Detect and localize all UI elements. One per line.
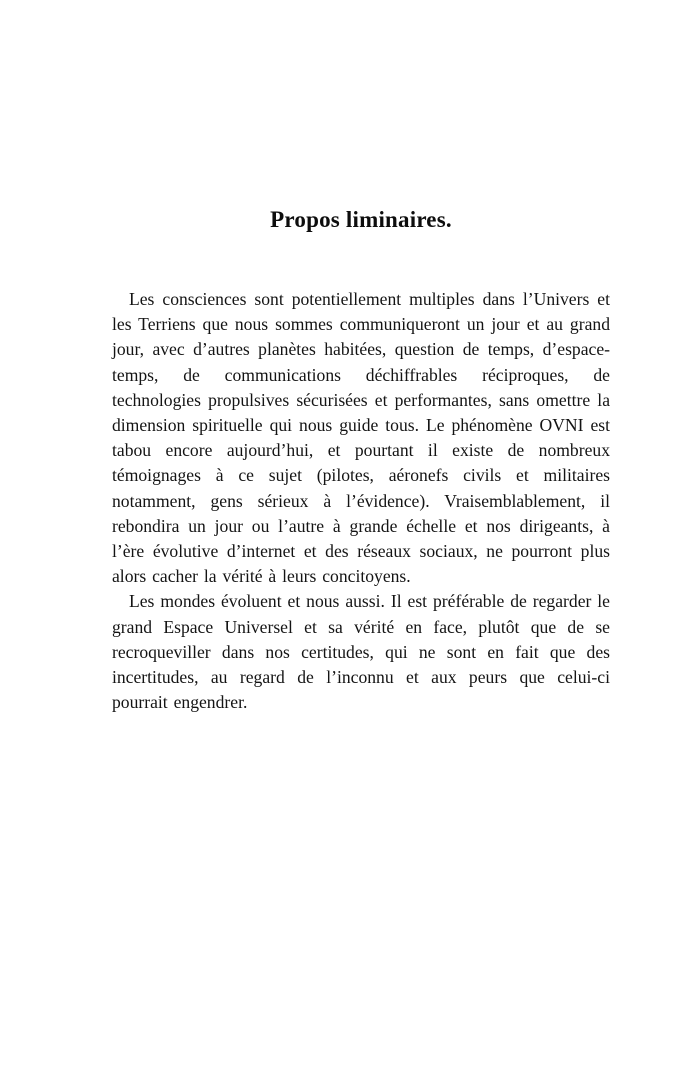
body-text [0,287,700,715]
paragraph-2: Les mondes évoluent et nous aussi. Il est préférable de regarder le grand Espace Universel et sa vérité en face, plutôt que de se recroqueviller dans nos certitudes, qui ne sont en fait que des incertitudes, au regard de l’inconnu et aux peurs que celui-ci pourrait engendrer. [112,591,610,713]
chapter-title: Propos liminaires. [270,207,452,232]
paragraph-1: Les consciences sont potentiellement multiples dans l’Univers et les Terriens que nous sommes communiqueront un jour et au grand jour, avec d’autres planètes habitées, question de temps, d’espace-temps, de communications déchiffrables réciproques, de technologies propulsives sécurisées et performantes, sans omettre la dimension spirituelle qui nous guide tous. Le phénomène OVNI est tabou encore aujourd’hui, et pourtant il existe de nombreux témoignages à ce sujet (pilotes, aéronefs civils et militaires notamment, gens sérieux à l’évidence). Vraisemblablement, il rebondira un jour ou l’autre à grande échelle et nos dirigeants, à l’ère évolutive d’internet et des réseaux sociaux, ne pourront plus alors cacher la vérité à leurs concitoyens. [112,289,610,587]
